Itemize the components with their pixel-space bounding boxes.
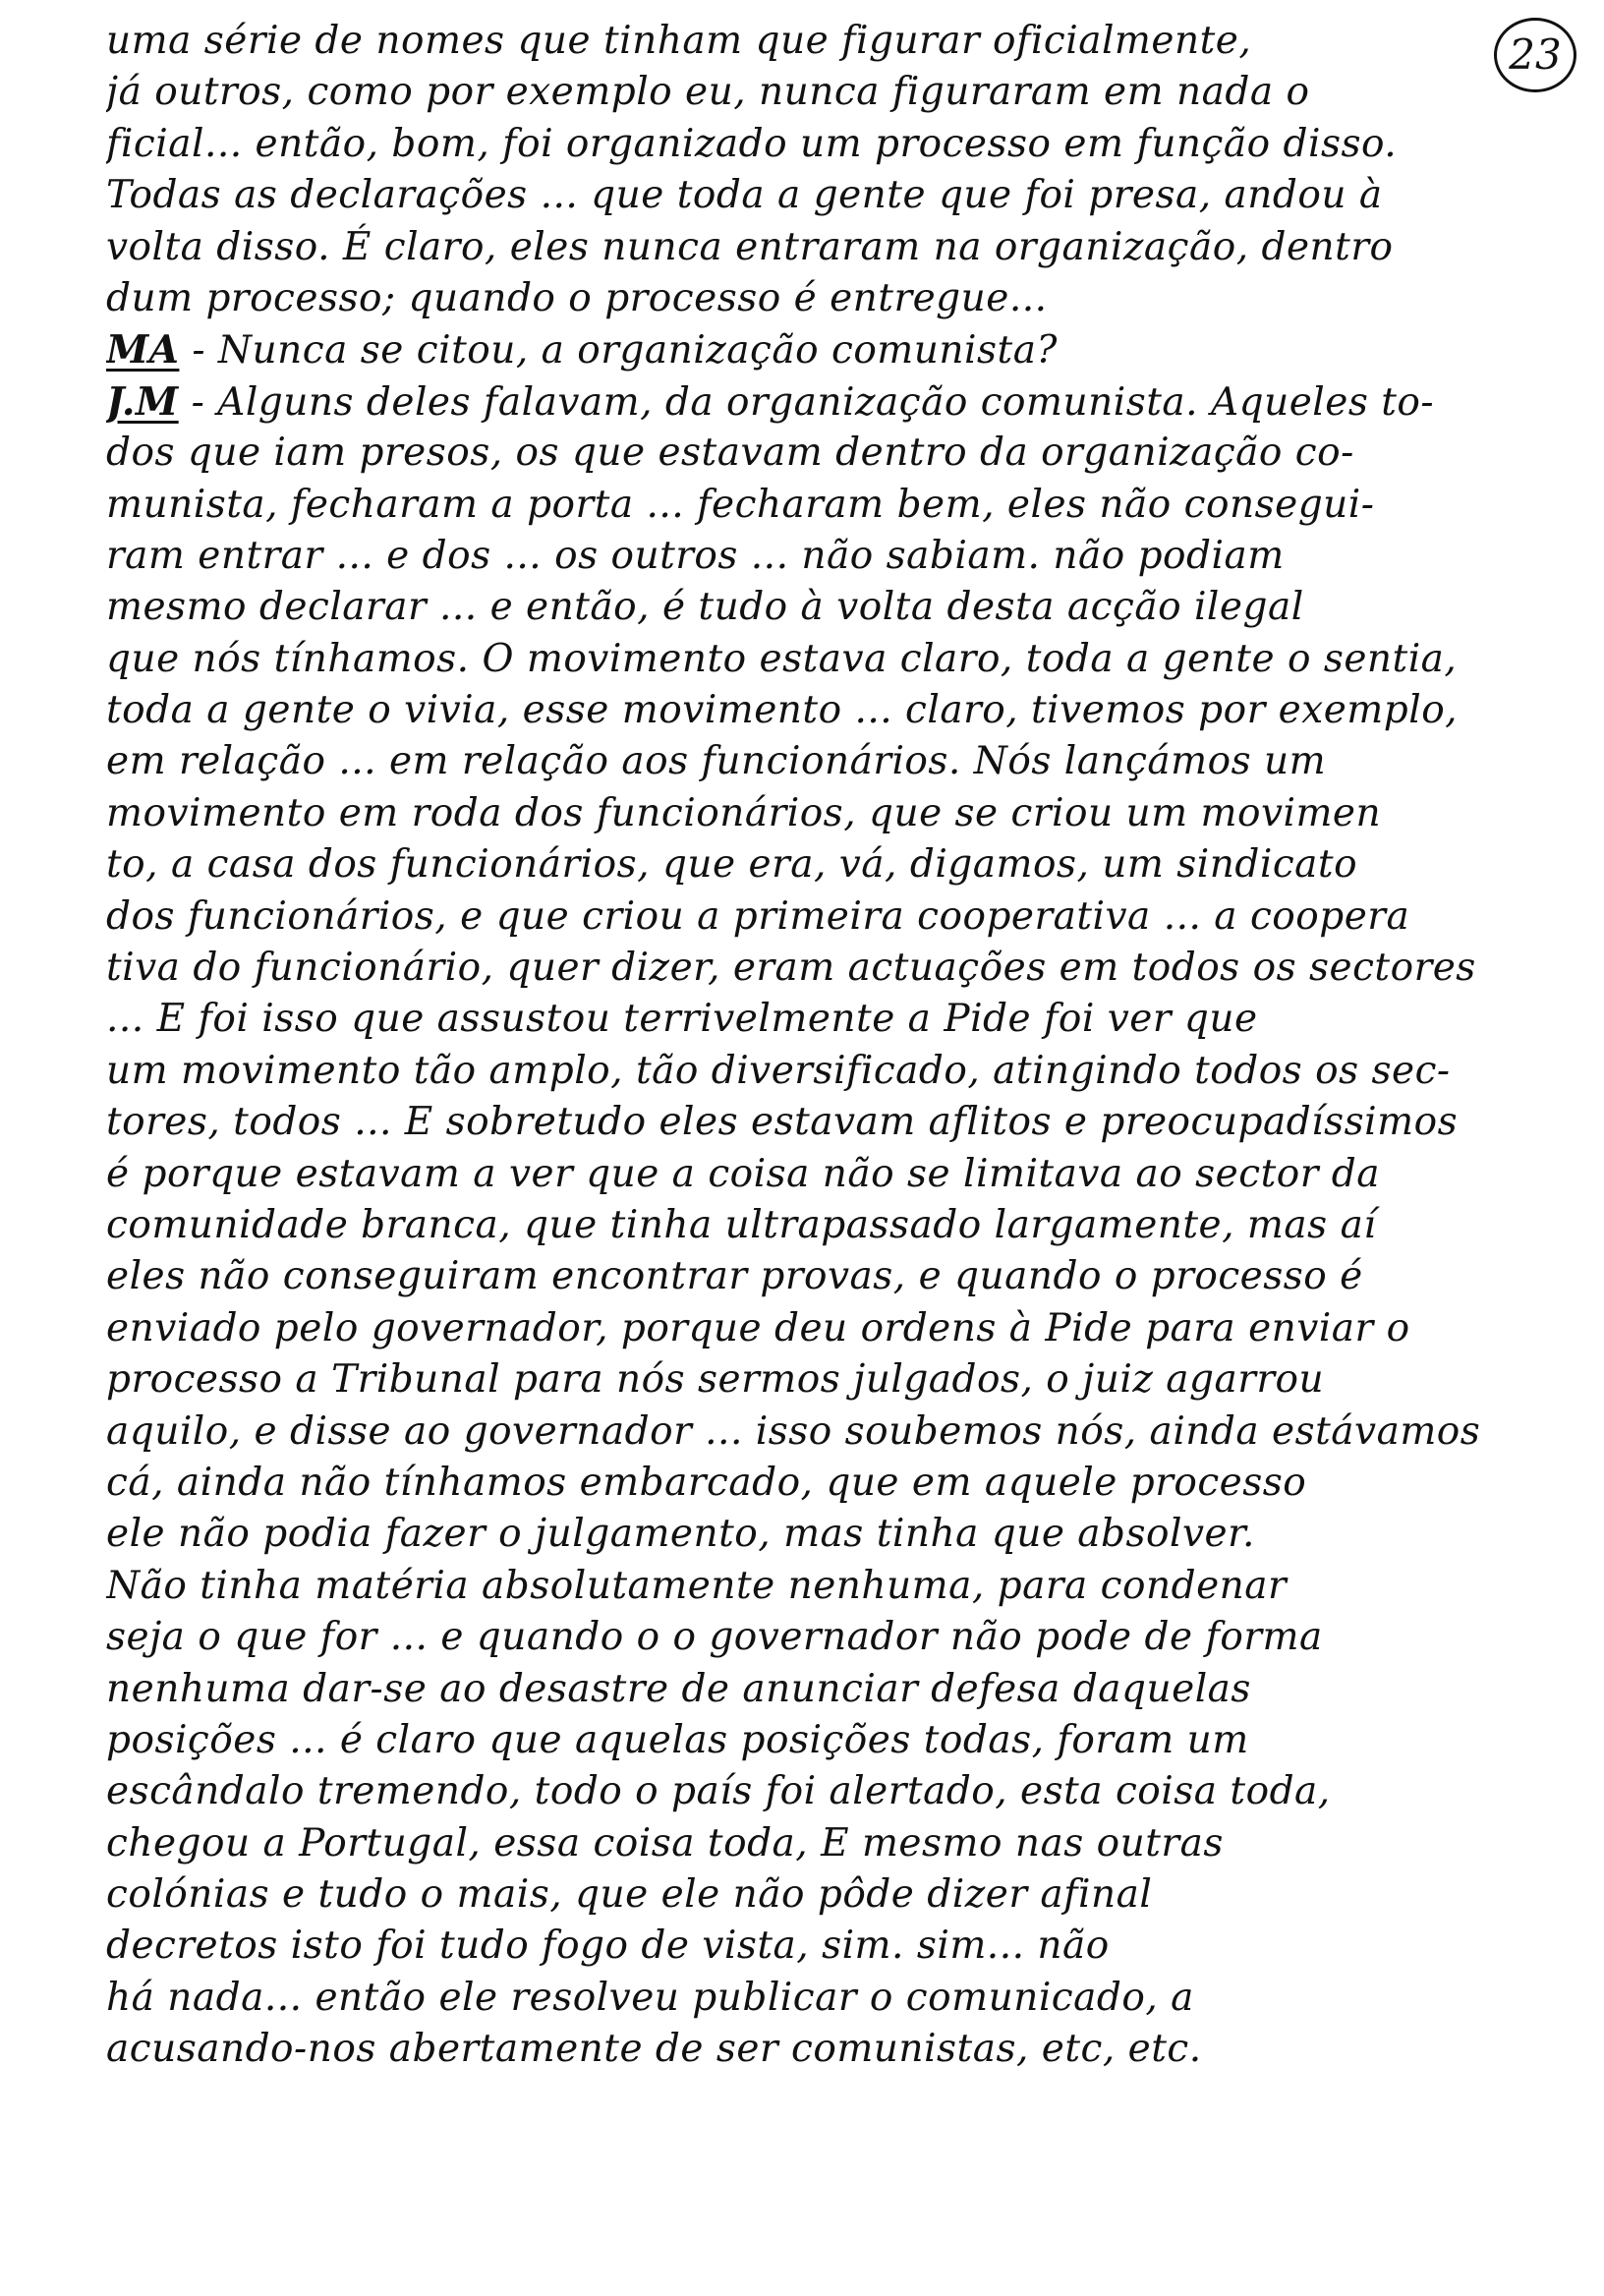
manuscript-line (106, 1561, 1521, 1612)
manuscript-text (106, 16, 1521, 2076)
manuscript-line (106, 480, 1521, 531)
manuscript-line (106, 1818, 1521, 1869)
speaker-label: MA (106, 327, 180, 373)
line-text: em relação ... em relação aos funcionários. Nós lançámos um (106, 739, 1327, 784)
manuscript-line (106, 1921, 1521, 1972)
manuscript-line (106, 1715, 1521, 1766)
manuscript-line (106, 1406, 1521, 1458)
line-text: ele não podia fazer o julgamento, mas tinha que absolver. (106, 1512, 1255, 1557)
line-text: aquilo, e disse ao governador ... isso soubemos nós, ainda estávamos (106, 1408, 1481, 1454)
line-text: mesmo declarar ... e então, é tudo à volta desta acção ilegal (106, 585, 1304, 630)
line-text: volta disso. É claro, eles nunca entraram na organização, dentro (106, 224, 1394, 269)
manuscript-line (106, 1458, 1521, 1509)
line-text: acusando-nos abertamente de ser comunistas, etc, etc. (106, 2027, 1202, 2072)
manuscript-line (106, 1251, 1521, 1302)
manuscript-line (106, 376, 1521, 428)
line-text: posições ... é claro que aquelas posições todas, foram um (106, 1717, 1249, 1762)
line-text: decretos isto foi tudo fogo de vista, sim. sim... não (106, 1923, 1110, 1969)
line-text: nenhuma dar-se ao desastre de anunciar defesa daquelas (106, 1666, 1251, 1711)
line-text: - Nunca se citou, a organização comunista? (192, 328, 1058, 373)
line-text: Não tinha matéria absolutamente nenhuma, para condenar (106, 1563, 1288, 1608)
line-text: enviado pelo governador, porque deu ordens à Pide para enviar o (106, 1305, 1410, 1350)
manuscript-line (106, 685, 1521, 736)
line-text: to, a casa dos funcionários, que era, vá, digamos, um sindicato (106, 842, 1358, 888)
manuscript-line (106, 634, 1521, 685)
line-text: seja o que for ... e quando o o governador não pode de forma (106, 1615, 1323, 1660)
page-number: 23 (1494, 18, 1576, 92)
line-text: dos que iam presos, os que estavam dentro da organização co- (106, 430, 1354, 476)
line-text: munista, fecharam a porta ... fecharam bem, eles não consegui- (106, 482, 1375, 527)
manuscript-line (106, 839, 1521, 890)
manuscript-line (106, 1869, 1521, 1921)
manuscript-line (106, 736, 1521, 787)
line-text: colónias e tudo o mais, que ele não pôde dizer afinal (106, 1872, 1153, 1918)
manuscript-line (106, 994, 1521, 1045)
manuscript-line (106, 1046, 1521, 1097)
manuscript-line (106, 428, 1521, 479)
manuscript-line (106, 1200, 1521, 1251)
line-text: toda a gente o vivia, esse movimento ... claro, tivemos por exemplo, (106, 688, 1459, 733)
manuscript-line (106, 1303, 1521, 1354)
manuscript-line (106, 67, 1521, 118)
manuscript-line (106, 1766, 1521, 1817)
line-text: uma série de nomes que tinham que figurar oficialmente, (106, 19, 1252, 63)
manuscript-line (106, 582, 1521, 633)
manuscript-line (106, 170, 1521, 221)
line-text: ... E foi isso que assustou terrivelmente a Pide foi ver que (106, 997, 1258, 1042)
line-text: tiva do funcionário, quer dizer, eram actuações em todos os sectores (106, 946, 1476, 991)
line-text: escândalo tremendo, todo o país foi alertado, esta coisa toda, (106, 1769, 1331, 1814)
line-text: chegou a Portugal, essa coisa toda, E mesmo nas outras (106, 1820, 1224, 1866)
line-text: comunidade branca, que tinha ultrapassado largamente, mas aí (106, 1202, 1377, 1247)
line-text: dos funcionários, e que criou a primeira cooperativa ... a coopera (106, 893, 1410, 939)
manuscript-line (106, 119, 1521, 170)
manuscript-line (106, 1973, 1521, 2024)
speaker-label: J.M (106, 378, 179, 425)
line-text: Todas as declarações ... que toda a gente que foi presa, andou à (106, 173, 1383, 218)
line-text: cá, ainda não tínhamos embarcado, que em aquele processo (106, 1460, 1307, 1505)
manuscript-line (106, 1664, 1521, 1715)
manuscript-line (106, 1097, 1521, 1148)
manuscript-line (106, 788, 1521, 839)
manuscript-line (106, 1612, 1521, 1663)
line-text: dum processo; quando o processo é entregue... (106, 275, 1048, 320)
manuscript-line (106, 1149, 1521, 1200)
manuscript-line (106, 324, 1521, 375)
line-text: um movimento tão amplo, tão diversificado, atingindo todos os sec- (106, 1048, 1451, 1093)
manuscript-line (106, 222, 1521, 273)
manuscript-line (106, 943, 1521, 994)
line-text: movimento em roda dos funcionários, que se criou um movimen (106, 790, 1382, 835)
manuscript-line (106, 891, 1521, 943)
manuscript-line (106, 16, 1521, 67)
line-text: ficial... então, bom, foi organizado um processo em função disso. (106, 121, 1398, 166)
line-text: que nós tínhamos. O movimento estava claro, toda a gente o sentia, (106, 636, 1458, 681)
line-text: eles não conseguiram encontrar provas, e quando o processo é (106, 1254, 1363, 1299)
manuscript-line (106, 2024, 1521, 2075)
manuscript-line (106, 531, 1521, 582)
line-text: processo a Tribunal para nós sermos julgados, o juiz agarrou (106, 1357, 1325, 1403)
line-text: tores, todos ... E sobretudo eles estavam aflitos e preocupadíssimos (106, 1100, 1459, 1145)
line-text: - Alguns deles falavam, da organização comunista. Aqueles to- (191, 379, 1435, 425)
manuscript-line (106, 273, 1521, 324)
line-text: é porque estavam a ver que a coisa não se limitava ao sector da (106, 1151, 1380, 1196)
line-text: já outros, como por exemplo eu, nunca figuraram em nada o (106, 70, 1310, 115)
manuscript-line (106, 1354, 1521, 1406)
line-text: há nada... então ele resolveu publicar o comunicado, a (106, 1975, 1194, 2020)
line-text: ram entrar ... e dos ... os outros ... não sabiam. não podiam (106, 533, 1285, 578)
manuscript-line (106, 1509, 1521, 1560)
